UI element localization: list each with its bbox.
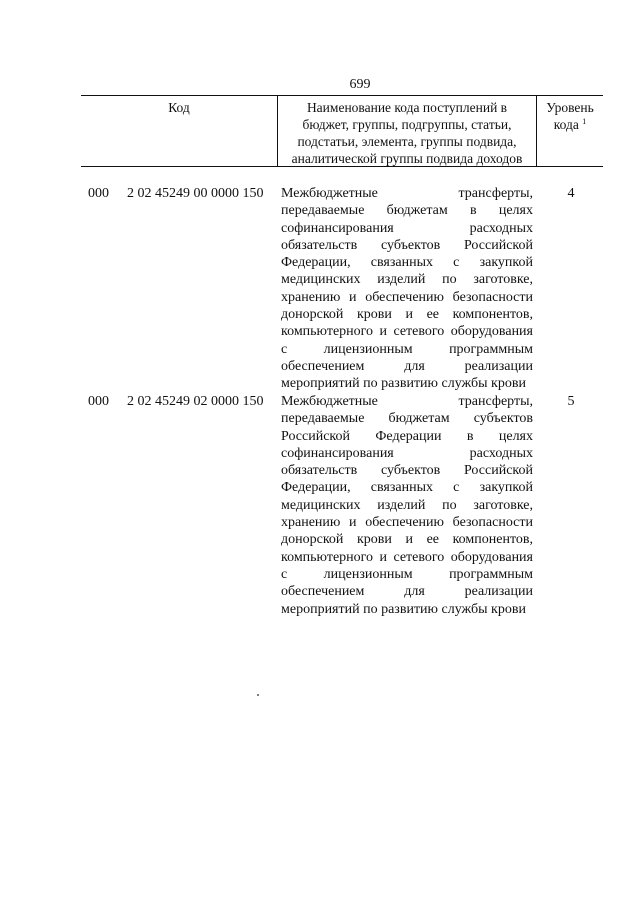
income-name-line: Межбюджетные трансферты,	[281, 394, 533, 409]
income-name-line: хранению и обеспечению безопасности	[281, 289, 533, 305]
income-name-line: мероприятий по развитию службы крови	[281, 601, 526, 617]
income-name-line: компьютерного и сетевого оборудования	[281, 324, 533, 340]
header-level-word: кода	[553, 117, 579, 132]
income-code: 2 02 45249 02 0000 150	[127, 394, 264, 409]
admin-code: 000	[88, 186, 109, 201]
header-name-line: Наименование кода поступлений в	[306, 100, 508, 115]
header-name-cell	[277, 96, 537, 166]
header-level-line: Уровень	[546, 100, 594, 115]
page-number: 699	[349, 77, 371, 92]
income-name-line: обязательств субъектов Российской	[281, 237, 533, 253]
income-name	[281, 393, 533, 618]
income-name-line: компьютерного и сетевого оборудования	[281, 549, 533, 565]
header-name-line: аналитической группы подвида доходов	[291, 151, 523, 166]
income-name-line: с лицензионным программным	[281, 341, 533, 357]
income-name-line: с лицензионным программным	[281, 566, 533, 582]
header-name-line: подстатьи, элемента, группы подвида,	[297, 134, 517, 149]
income-name-line: медицинских изделий по заготовке,	[281, 497, 533, 513]
income-name-line: Федерации, связанных с закупкой	[281, 255, 533, 271]
income-name-line: хранению и обеспечению безопасности	[281, 515, 533, 531]
scan-speck	[257, 694, 259, 696]
header-level-line	[537, 116, 603, 133]
income-code: 2 02 45249 00 0000 150	[127, 186, 264, 201]
income-name-line: передаваемые бюджетам в целях	[281, 203, 533, 219]
header-code-cell	[81, 96, 277, 166]
income-name-line: софинансирования расходных	[281, 220, 533, 236]
income-name-line: донорской крови и ее компонентов,	[281, 532, 533, 548]
income-name-line: обеспечением для реализации	[281, 584, 533, 600]
income-name-line: Федерации, связанных с закупкой	[281, 480, 533, 496]
admin-code: 000	[88, 394, 109, 409]
income-name-line: обязательств субъектов Российской	[281, 463, 533, 479]
income-name	[281, 185, 533, 393]
income-name-line: Межбюджетные трансферты,	[281, 186, 533, 201]
header-name-line: бюджет, группы, подгруппы, статьи,	[302, 117, 512, 132]
table-header	[81, 95, 603, 167]
income-name-line: обеспечением для реализации	[281, 358, 533, 374]
income-name-line: Российской Федерации в целях	[281, 428, 533, 444]
footnote-marker: 1	[582, 117, 587, 126]
income-name-line: донорской крови и ее компонентов,	[281, 307, 533, 323]
income-name-line: мероприятий по развитию службы крови	[281, 376, 526, 392]
income-name-line: софинансирования расходных	[281, 445, 533, 461]
income-name-line: медицинских изделий по заготовке,	[281, 272, 533, 288]
header-level-cell	[537, 96, 603, 166]
header-code-label: Код	[168, 100, 190, 115]
code-level: 5	[567, 394, 575, 409]
code-level: 4	[567, 186, 575, 201]
income-name-line: передаваемые бюджетам субъектов	[281, 411, 533, 427]
